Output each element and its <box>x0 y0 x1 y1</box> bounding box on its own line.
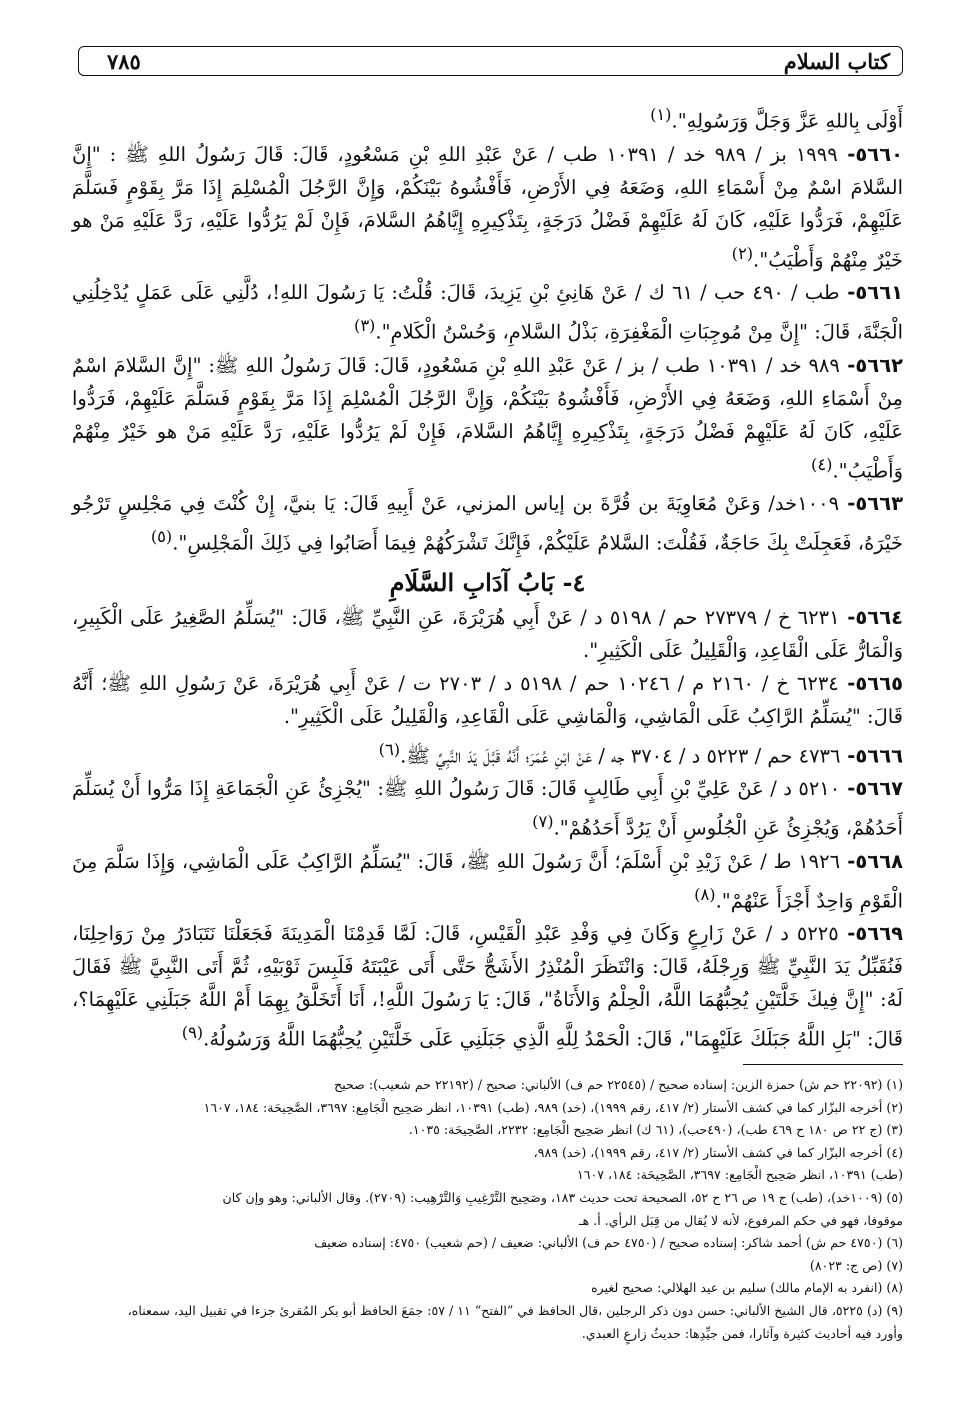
hadith-number: ٥٦٦٠- <box>837 142 903 166</box>
hadith-number: ٥٦٦٥- <box>838 671 903 695</box>
hadith-number: ٥٦٦٩- <box>838 922 903 945</box>
hadith-number: ٥٦٦٣- <box>839 492 903 515</box>
page-number: ٧٨٥ <box>107 49 141 74</box>
footnote-4-cont: (طب) ١٠٣٩١، انظر صَحِيح الْجَامِع: ٣٦٩٧، الصَّحِيحَة: ١٨٤، ١٦٠٧ <box>576 1167 903 1183</box>
hadith-5669 <box>72 917 903 1056</box>
hadith-text: ٦٢٣١ خ / ٢٧٣٧٩ حم / ٥١٩٨ د / عَنْ أَبِي هُرَيْرَةَ، عَنِ النَّبِيِّ ﷺ، قَالَ: "يُسَلِّمُ الصَّغِيرُ عَلَى الْكَبِيرِ، وَالْمَارُّ عَلَى الْقَاعِدِ، وَالْقَلِيلُ عَلَى الْكَثِيرِ". <box>72 605 903 662</box>
footnote-5: (٥) (١٠٠٩خد)، (طب) ج ١٩ ص ٢٦ ح ٥٢، الصحيحة تحت حديث ١٨٣، وصَحِيح التَّرْغِيبِ وَالتَّرْهِيب: (٢٧٠٩). وقال الألباني: وهو وإن كان <box>222 1189 903 1205</box>
footnote-ref: (٤) <box>811 454 833 474</box>
hadith-5667 <box>72 772 903 845</box>
hadith-text: ١٩٩٩ بز / ٩٨٩ خد / ١٠٣٩١ طب / عَنْ عَبْدِ اللهِ بْنِ مَسْعُودٍ، قَالَ: قَالَ رَسُولُ اللهِ ﷺ : "إِنَّ السَّلامَ اسْمٌ مِنْ أَسْمَاءِ اللهِ، وَضَعَهُ فِي الأَرْضِ، فَأَفْشُوهُ بَيْنَكُمْ، وَإِنَّ الرَّجُلَ الْمُسْلِمَ إِذَا مَرَّ بِقَوْمٍ فَسَلَّمَ عَلَيْهِمْ، فَرَدُّوا عَلَيْهِ، كَانَ لَهُ عَلَيْهِمْ فَضْلُ دَرَجَةٍ، بِتَذْكِيرِهِ إِيَّاهُمُ السَّلامَ، فَإِنْ لَمْ يَرُدُّوا عَلَيْهِ، رَدَّ عَلَيْهِ مَنْ هو خَيْرٌ مِنْهُمْ وَأَطْيَبُ". <box>72 142 903 271</box>
hadith-number: ٥٦٦٧- <box>840 777 903 800</box>
hadith-number: ٥٦٦٢- <box>839 353 903 377</box>
hadith-text: ٦٢٣٤ خ / ٢١٦٠ م / ١٠٢٤٦ حم / ٥١٩٨ د / ٢٧٠٣ ت / عَنْ أَبِي هُرَيْرَةَ، عَنْ رَسُولِ اللهِ ﷺ؛ أَنَّهُ قَالَ: "يُسَلِّمُ الرَّاكِبُ عَلَى الْمَاشِي، وَالْمَاشِي عَلَى الْقَاعِدِ، وَالْقَلِيلُ عَلَى الْكَثِيرِ". <box>72 671 903 728</box>
hadith-5665 <box>72 667 903 733</box>
hadith-5662 <box>72 349 903 488</box>
footnote-divider <box>743 1064 903 1065</box>
footnotes <box>72 1074 903 1345</box>
hadith-5660 <box>72 138 903 277</box>
footnote-9: (٩) (د) ٥٢٢٥، قال الشيخ الألباني: حسن دون ذكر الرجلين ،قال الحافظ في ”الفتح“ ١١ / ٥٧: جمَعَ الحافظ أبو بكر المُقرئ جزءا في تقبيل اليد، سمعناه، <box>127 1302 903 1318</box>
footnote-1: (١) (٢٢٠٩٢ حم ش) حمزة الزين: إسناده صحيح / (٢٢٥٤٥ حم ف) الألباني: صحيح / (٢٢١٩٢ حم شعيب): صحيح <box>334 1077 903 1092</box>
hadith-5663 <box>72 487 903 560</box>
footnote-ref: (٢) <box>731 243 754 263</box>
footnote-ref: (٨) <box>694 884 716 904</box>
footnote-ref: (٣) <box>353 316 376 335</box>
footnote-3: (٣) (ج ٢٢ ص ١٨٠ ح ٤٦٩ طب)، (٤٩٠حب)، (٦١ ك) انظر صَحِيح الْجَامِع: ٢٢٣٢، الصَّحِيحَة: ١٠٣٥. <box>408 1122 903 1138</box>
continuation-text: أَوْلَى بِاللهِ عَزَّ وَجَلَّ وَرَسُولِهِ". <box>671 109 903 133</box>
footnote-ref: (٧) <box>532 812 554 831</box>
main-text <box>72 98 903 1056</box>
hadith-text: ٥٢١٠ د / عَنْ عَلِيِّ بْنِ أَبِي طَالِبٍ قَالَ: قَالَ رَسُولُ اللهِ ﷺ: "يُجْزِئُ عَنِ الْجَمَاعَةِ إِذَا مَرُّوا أَنْ يُسَلِّمَ أَحَدُهُمْ، وَيُجْزِئُ عَنِ الْجُلُوسِ أَنْ يَرُدَّ أَحَدُهُمْ". <box>72 777 903 840</box>
footnote-ref: (٦) <box>378 739 401 759</box>
footnote-9-cont: وأورد فيه أحاديث كثيرة وآثارا، فمن جيِّدِها: حديثُ زارعٍ العبدي. <box>581 1325 903 1341</box>
hadith-number: ٥٦٦٨- <box>840 849 903 873</box>
hadith-5664 <box>72 601 903 667</box>
hadith-number: ٥٦٦١- <box>839 281 903 304</box>
footnote-6: (٦) (٤٧٥٠ حم ش) أحمد شاكر: إسناده صحيح / (٤٧٥٠ حم ف) الألباني: ضعيف / (حم شعيب) ٤٧٥٠: إسناده ضعيف <box>314 1235 903 1251</box>
hadith-text: ٤٧٣٦ حم / ٥٢٢٣ د / ٣٧٠٤ جه / عَنْ ابْنِ عُمَرَ؛ أَنَّهُ قَبَّلَ يَدَ النَّبِيِّ ﷺ. <box>400 744 841 767</box>
footnote-2: (٢) أخرجه البزّار كما في كشف الأستار (٢/ ٤١٧، رقم ١٩٩٩)، (خد) ٩٨٩، (طب) ١٠٣٩١، انظر صَحِيح الْجَامِع: ٣٦٩٧، الصَّحِيحَة: ١٨٤، ١٦٠٧ <box>203 1099 903 1115</box>
page-header <box>78 46 903 76</box>
chapter-title: ٤- بَابُ آدَابِ السَّلَامِ <box>389 567 586 597</box>
footnote-5-cont: موقوفا، فهو في حكم المرفوع، لأنه لا يُقال من قِبَل الرأي. أ. هـ <box>578 1212 903 1228</box>
footnote-7: (٧) (ص ج: ٨٠٢٣) <box>809 1257 903 1273</box>
hadith-number: ٥٦٦٤- <box>839 605 904 629</box>
footnote-ref: (٩) <box>181 1023 204 1042</box>
footnote-8: (٨) (انفرد به الإمام مالك) سليم بن عيد الهلالي: صحيح لغيره <box>591 1280 903 1296</box>
continuation-line <box>72 98 903 138</box>
hadith-text: ٩٨٩ خد / ١٠٣٩١ طب / بز / عَنْ عَبْدِ اللهِ بْنِ مَسْعُودٍ، قَالَ: قَالَ رَسُولُ اللهِ ﷺ: "إِنَّ السَّلامَ اسْمٌ مِنْ أَسْمَاءِ اللهِ، وَضَعَهُ فِي الأَرْضِ، فَأَفْشُوهُ بَيْنَكُمْ، وَإِنَّ الرَّجُلَ الْمُسْلِمَ إِذَا مَرَّ بِقَوْمٍ فَسَلَّمَ عَلَيْهِمْ، فَرَدُّوا عَلَيْهِ، كَانَ لَهُ عَلَيْهِمْ فَضْلُ دَرَجَةٍ، بِتَذْكِيرِهِ إِيَّاهُمُ السَّلامَ، فَإِنْ لَمْ يَرُدُّوا عَلَيْهِ، رَدَّ عَلَيْهِ مَنْ هو خَيْرٌ مِنْهُمْ وَأَطْيَبُ". <box>72 353 903 482</box>
hadith-5661 <box>72 276 903 349</box>
hadith-5668 <box>72 845 903 918</box>
hadith-number: ٥٦٦٦- <box>840 744 903 767</box>
hadith-5666 <box>72 733 903 773</box>
hadith-text: طب / ٤٩٠ حب / ٦١ ك / عَنْ هَانِئِ بْنِ يَزِيدَ، قَالَ: قُلْتُ: يَا رَسُولَ اللهِ!، دُلَّنِي عَلَى عَمَلٍ يُدْخِلُنِي الْجَنَّةَ، قَالَ: "إِنَّ مِنْ مُوجِبَاتِ الْمَغْفِرَةِ، بَذْلُ السَّلامِ، وَحُسْنُ الْكَلامِ". <box>72 281 903 344</box>
book-title: كتاب السلام <box>783 49 890 74</box>
footnote-4: (٤) أخرجه البزّار كما في كشف الأستار (٢/ ٤١٧، رقم ١٩٩٩)، (خد) ٩٨٩، <box>533 1144 903 1160</box>
hadith-text: ٥٢٢٥ د / عَنْ زَارِعٍ وَكَانَ فِي وَفْدِ عَبْدِ الْقَيْسِ، قَالَ: لَمَّا قَدِمْنَا الْمَدِينَةَ فَجَعَلْنَا نَتَبَادَرُ مِنْ رَوَاحِلِنَا، فَنُقَبِّلُ يَدَ النَّبِيِّ ﷺ وَرِجْلَهُ، قَالَ: وَانْتَظَرَ الْمُنْذِرُ الأَشَجُّ حَتَّى أَتَى عَيْبَتَهُ فَلَبِسَ ثَوْبَيْهِ، ثُمَّ أَتَى النَّبِيَّ ﷺ فَقَالَ لَهُ: "إِنَّ فِيكَ خَلَّتَيْنِ يُحِبُّهُمَا اللَّهُ، الْحِلْمُ وَالأَنَاةُ"، قَالَ: يَا رَسُولَ اللَّهِ!، أَنَا أَتَخَلَّقُ بِهِمَا أَمْ اللَّهُ جَبَلَنِي عَلَيْهِمَا؟، قَالَ: "بَلِ اللَّهُ جَبَلَكَ عَلَيْهِمَا"، قَالَ: الْحَمْدُ لِلَّهِ الَّذِي جَبَلَنِي عَلَى خَلَّتَيْنِ يُحِبُّهُمَا اللَّهُ وَرَسُولُهُ. <box>72 922 903 1051</box>
footnote-ref: (٥) <box>150 527 173 546</box>
footnote-ref: (١) <box>650 105 672 124</box>
hadith-text: ١٠٠٩خد/ وَعَنْ مُعَاوِيَةَ بن قُرَّةَ بن إياس المزني، عَنْ أَبِيهِ قَالَ: يَا بنيَّ، إِنْ كُنْتَ فِي مَجْلِسٍ تَرْجُو خَيْرَهُ، فَعَجِلَتْ بِكَ حَاجَةٌ، فَقُلْتَ: السَّلامُ عَلَيْكُمْ، فَإِنَّكَ تَشْرَكُهُمْ فِيمَا أَصَابُوا فِي ذَلِكَ الْمَجْلِسِ". <box>72 492 903 555</box>
hadith-text: ١٩٢٦ ط / عَنْ زَيْدِ بْنِ أَسْلَمَ؛ أَنَّ رَسُولَ اللهِ ﷺ، قَالَ: "يُسَلِّمُ الرَّاكِبُ عَلَى الْمَاشِي، وَإِذَا سَلَّمَ مِنَ الْقَوْمِ وَاحِدٌ أَجْزَأَ عَنْهُمْ". <box>72 849 903 912</box>
